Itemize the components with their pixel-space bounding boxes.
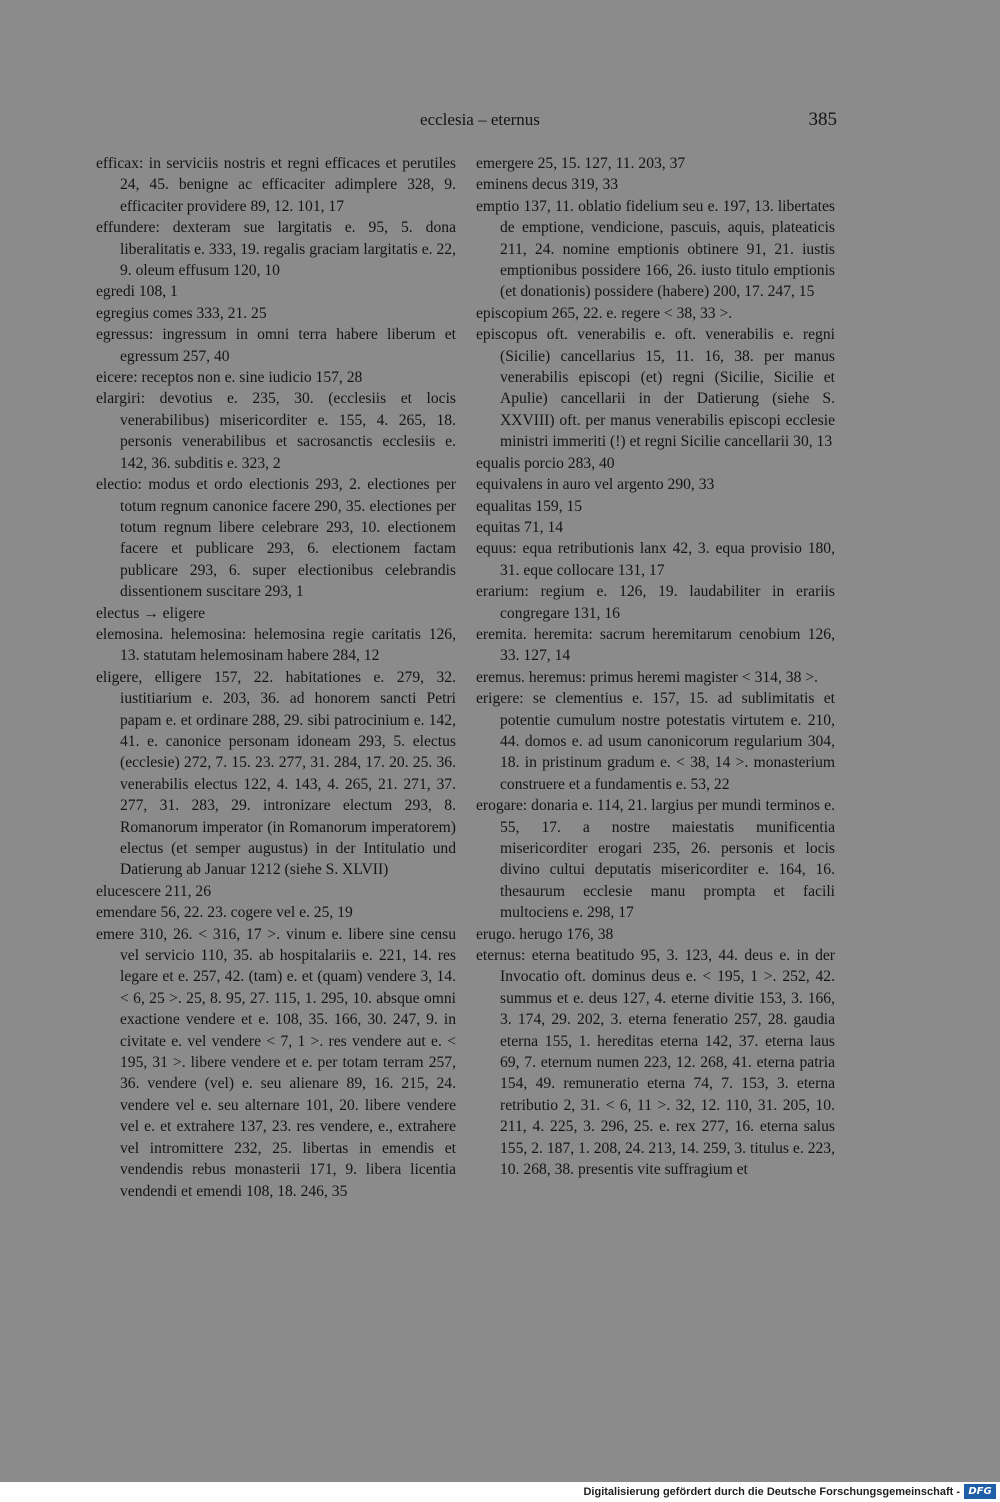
index-entry: emere 310, 26. < 316, 17 >. vinum e. libere sine censu vel servicio 110, 35. ab hospitalariis e. 221, 14. res legare et e. 257, 42. (tam) e. et (quam) vendere 3, 14. < 6, 25 >. 25, 8. 95, 27. 115, 1. 295, 10. absque omni exactione vendere et e. 108, 35. 166, 30. 247, 9. in civitate e. vel vendere < 7, 1 >. res vendere aut e. < 195, 31 >. libere vendere et e. per totam terram 257, 36. vendere (vel) e. seu alienare 89, 16. 215, 24. vendere vel e. seu alternare 101, 20. libere vendere vel e. et extrahere 137, 23. res vendere, e., extrahere vel intromittere 232, 25. libertas in emendis et vendendis rebus monasterii 171, 9. libera licentia vendendi et emendi 108, 18. 246, 35 <box>96 925 456 1200</box>
index-entry: eminens decus 319, 33 <box>476 176 619 194</box>
index-column-left <box>96 153 456 1202</box>
index-entry: electio: modus et ordo electionis 293, 2. electiones per totum regnum canonice facere 290, 35. electiones per totum regnum libere celebrare 293, 10. electionem facere et publicare 293, 6. electionem factam publicare 293, 6. super electionibus celebrandis dissentionem suscitare 293, 1 <box>96 476 456 601</box>
index-entry: eicere: receptos non e. sine iudicio 157, 28 <box>96 369 363 387</box>
index-entry: erarium: regium e. 126, 19. laudabiliter in erariis congregare 131, 16 <box>476 583 835 622</box>
index-entry: efficax: in serviciis nostris et regni efficaces et perutiles 24, 45. benigne ac efficaciter adimplere 328, 9. efficaciter providere 89, 12. 101, 17 <box>96 155 456 215</box>
index-entry: eremita. heremita: sacrum heremitarum cenobium 126, 33. 127, 14 <box>476 625 835 665</box>
index-entry: erogare: donaria e. 114, 21. largius per mundi terminos e. 55, 17. a nostre maiestatis munificentia misericorditer erogari 235, 26. personis et locis divino cultui deputatis misericorditer e. 164, 16. thesaurum ecclesie manu prompta et facili multociens e. 298, 17 <box>476 797 835 922</box>
index-entry: egredi 108, 1 <box>96 283 178 301</box>
index-entry: effundere: dexteram sue largitatis e. 95, 5. dona liberalitatis e. 333, 19. regalis graciam largitatis e. 22, 9. oleum effusum 120, 10 <box>96 219 456 280</box>
dfg-logo-icon: DFG <box>964 1484 996 1499</box>
index-entry: electus → eligere <box>96 604 206 622</box>
index-entry: eternus: eterna beatitudo 95, 3. 123, 44. deus e. in der Invocatio oft. dominus deus e. < 195, 1 >. 252, 42. summus et e. deus 127, 4. eterne divitie 153, 3. 166, 3. 174, 29. 202, 3. eterna feneratio 257, 28. gaudia eterna 155, 1. hereditas eterna 142, 37. eterna laus 69, 7. eternum numen 223, 12. 268, 41. eterna patria 154, 49. remuneratio eterna 74, 7. 153, 3. eterna retributio 2, 31. < 6, 11 >. 32, 12. 110, 31. 205, 10. 211, 4. 225, 3. 296, 25. e. rex 277, 16. eterna salus 155, 2. 187, 1. 208, 24. 213, 14. 259, 3. titulus e. 223, 10. 268, 38. presentis vite suffragium et <box>476 947 835 1179</box>
index-entry: eremus. heremus: primus heremi magister < 314, 38 >. <box>476 668 818 686</box>
index-entry: egregius comes 333, 21. 25 <box>96 304 267 322</box>
funding-credit: Digitalisierung gefördert durch die Deutsche Forschungsgemeinschaft - <box>583 1486 960 1498</box>
running-title: ecclesia – eternus <box>420 110 540 129</box>
index-entry: erugo. herugo 176, 38 <box>476 925 614 943</box>
index-entry: episcopium 265, 22. e. regere < 38, 33 >. <box>476 304 733 322</box>
index-entry: episcopus oft. venerabilis e. oft. venerabilis e. regni (Sicilie) cancellarius 15, 11. 16, 38. per manus venerabilis episcopi (et) regni (Sicilie, Sicilie et Apulie) cancellarii in der Datierung (siehe S. XXVIII) oft. per manus venerabilis episcopi ecclesie ministri immeriti (!) et regni Sicilie cancellarii 30, 13 <box>476 326 835 451</box>
index-entry: emptio 137, 11. oblatio fidelium seu e. 197, 13. libertates de emptione, vendicione, pascuis, aquis, plateaticis 211, 24. nomine emptionis obtinere 91, 21. iustis emptionibus possidere 166, 26. iusto titulo emptionis (et donationis) possidere (habere) 200, 17. 247, 15 <box>476 197 835 301</box>
page-number: 385 <box>808 109 837 130</box>
index-entry: elucescere 211, 26 <box>96 882 212 900</box>
index-entry: equus: equa retributionis lanx 42, 3. equa provisio 180, 31. eque collocare 131, 17 <box>476 540 835 579</box>
index-entry: erigere: se clementius e. 157, 15. ad sublimitatis et potentie cumulum nostre potestatis virtutem e. 210, 44. domos e. ad usum canonicorum regularium 304, 18. in pristinum gradum e. < 38, 14 >. monasterium construere et a fundamentis e. 53, 22 <box>476 690 835 793</box>
index-entry: egressus: ingressum in omni terra habere liberum et egressum 257, 40 <box>96 326 456 365</box>
index-entry: equivalens in auro vel argento 290, 33 <box>476 476 715 494</box>
index-entry: emendare 56, 22. 23. cogere vel e. 25, 19 <box>96 904 353 922</box>
index-entry: equalitas 159, 15 <box>476 497 583 515</box>
index-entry: elargiri: devotius e. 235, 30. (ecclesiis et locis venerabilibus) misericorditer e. 155, 4. 265, 18. personis venerabilibus et sacrosanctis ecclesiis e. 142, 36. subditis e. 323, 2 <box>96 390 456 472</box>
index-entry: emergere 25, 15. 127, 11. 203, 37 <box>476 155 686 172</box>
index-entry: elemosina. helemosina: helemosina regie caritatis 126, 13. statutam helemosinam habere 284, 12 <box>96 625 456 665</box>
index-entry: eligere, elligere 157, 22. habitationes e. 279, 32. iustitiarium e. 203, 36. ad honorem sancti Petri papam e. et ordinare 288, 29. sibi patrocinium e. 142, 41. e. canonice personam idoneam 293, 5. electus (ecclesie) 272, 7. 15. 23. 277, 31. 284, 17. 20. 25. 36. venerabilis electus 122, 4. 143, 4. 265, 21. 271, 37. 277, 31. 283, 29. intronizare electum 293, 8. Romanorum imperator (in Romanorum imperatorem) electus (et semper augustus) in der Intitulatio und Datierung ab Januar 1212 (siehe S. XLVII) <box>96 668 456 879</box>
running-head <box>0 106 1000 134</box>
index-entry: equitas 71, 14 <box>476 518 564 536</box>
digitization-footer <box>0 1482 1000 1502</box>
index-entry: equalis porcio 283, 40 <box>476 454 615 472</box>
index-column-right <box>476 153 835 1181</box>
